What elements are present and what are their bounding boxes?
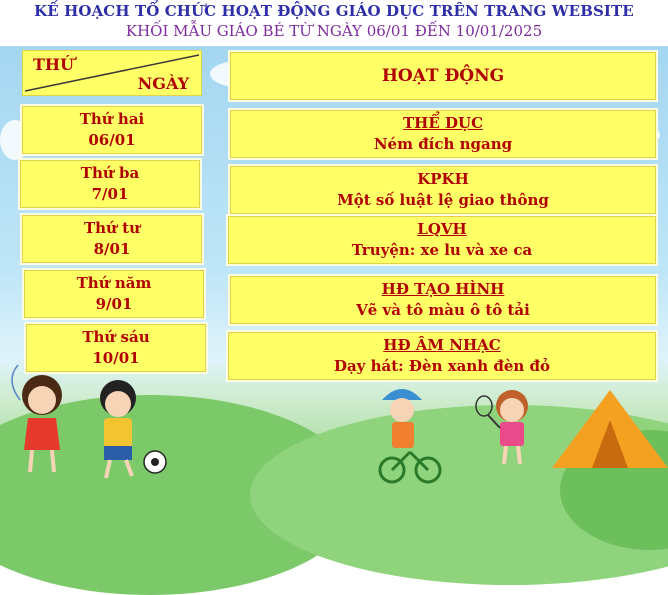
title-box [0,0,668,46]
day-name: Thứ ba [80,164,140,182]
soccer-ball-icon [144,451,166,473]
tent-icon [552,390,668,468]
tennis-girl-icon [476,390,528,464]
activity-content: Truyện: xe lu và xe ca [351,241,533,259]
activity-cell [228,216,656,264]
day-date: 7/01 [91,185,129,203]
activity-subject: HĐ TẠO HÌNH [381,280,505,298]
activity-content: Một số luật lệ giao thông [337,191,549,209]
header-ngay: NGÀY [137,74,189,93]
cyclist-icon [380,389,440,482]
day-name: Thứ hai [79,110,145,128]
title-line-2: KHỐI MẪU GIÁO BÉ TỪ NGÀY 06/01 ĐẾN 10/01/2025 [125,22,543,40]
title-line-1: KẾ HOẠCH TỔ CHỨC HOẠT ĐỘNG GIÁO DỤC TRÊN TRANG WEBSITE [34,2,634,20]
girl-icon [12,365,62,472]
header-activity [230,52,656,100]
day-name: Thứ sáu [82,328,150,346]
day-date: 9/01 [95,295,133,313]
activity-content: Vẽ và tô màu ô tô tải [356,301,530,319]
activity-subject: LQVH [417,220,467,238]
header-thu: THỨ [33,55,74,74]
day-name: Thứ năm [76,274,152,292]
day-cell [22,215,202,263]
day-cell [24,270,204,318]
activity-subject: THỂ DỤC [402,114,484,132]
header-activity-label: HOẠT ĐỘNG [381,65,505,86]
activity-cell [230,276,656,324]
day-date: 06/01 [88,131,136,149]
activity-content: Ném đích ngang [373,135,513,153]
day-date: 10/01 [92,349,140,367]
day-cell [22,106,202,154]
boy-icon [100,380,136,478]
activity-cell [230,110,656,158]
header-day-date [22,50,202,96]
activity-subject: KPKH [417,170,469,188]
day-name: Thứ tư [83,219,141,237]
day-cell [20,160,200,208]
kids-illustration [0,360,668,498]
activity-cell [230,166,656,214]
activity-subject: HĐ ÂM NHẠC [383,336,501,354]
day-date: 8/01 [93,240,131,258]
activity-content: Dạy hát: Đèn xanh đèn đỏ [333,357,551,375]
